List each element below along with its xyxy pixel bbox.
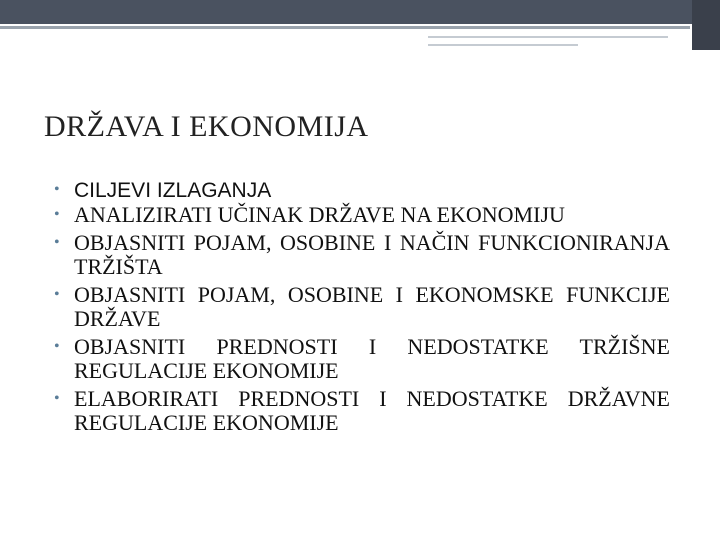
bullet-text: CILJEVI IZLAGANJA [74,179,272,202]
bullet-icon: • [54,181,60,198]
bullet-list [52,178,670,435]
bullet-icon: • [54,390,60,407]
header-accent-line [0,26,690,29]
bullet-text: OBJASNITI POJAM, OSOBINE I EKONOMSKE FUNKCIJE DRŽAVE [74,282,670,331]
header-accent-line-short [428,36,668,38]
bullet-text: ANALIZIRATI UČINAK DRŽAVE NA EKONOMIJU [74,202,565,227]
bullet-icon: • [54,286,60,303]
header-accent-line-shorter [428,44,578,46]
slide-title: DRŽAVA I EKONOMIJA [44,110,369,143]
bullet-item [52,335,670,383]
bullet-icon: • [54,234,60,251]
bullet-text: OBJASNITI POJAM, OSOBINE I NAČIN FUNKCIONIRANJA TRŽIŠTA [74,230,670,279]
bullet-icon: • [54,206,60,223]
bullet-text: OBJASNITI PREDNOSTI I NEDOSTATKE TRŽIŠNE REGULACIJE EKONOMIJE [74,334,670,383]
bullet-item [52,231,670,279]
bullet-item [52,387,670,435]
header-bar [0,0,720,24]
bullet-item [52,283,670,331]
bullet-item [52,203,670,227]
header-corner-block [692,0,720,50]
bullet-text: ELABORIRATI PREDNOSTI I NEDOSTATKE DRŽAVNE REGULACIJE EKONOMIJE [74,386,670,435]
bullet-item [52,178,670,203]
bullet-icon: • [54,338,60,355]
